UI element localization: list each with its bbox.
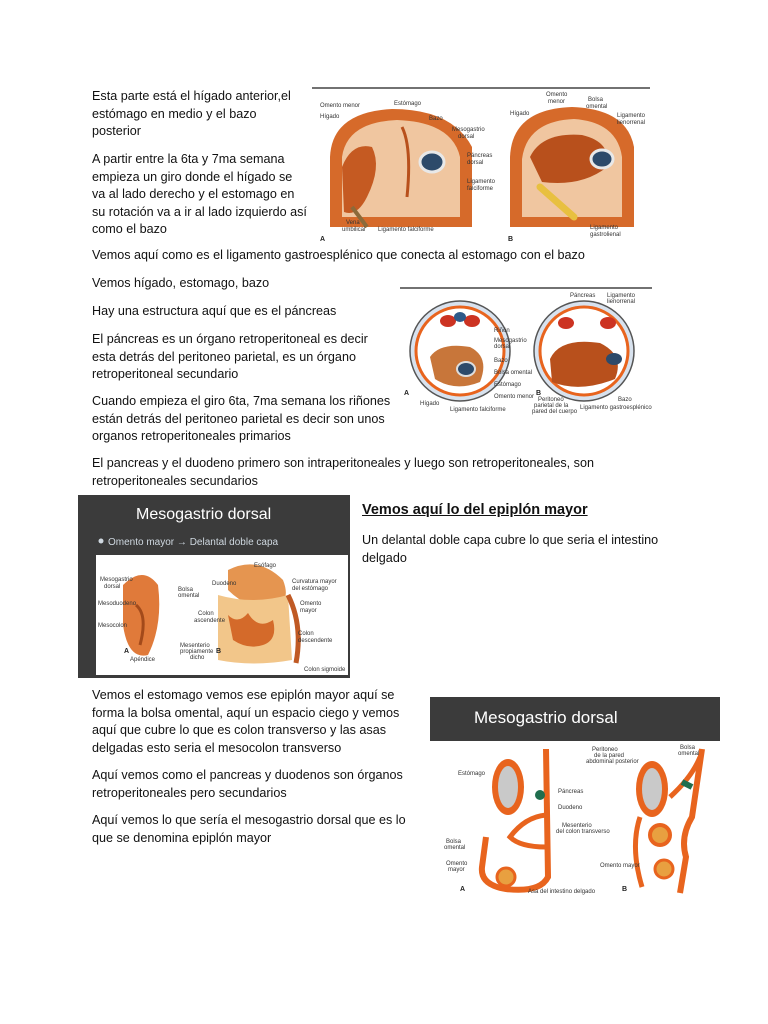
slide2-title: Mesogastrio dorsal bbox=[474, 708, 618, 727]
paragraph-secondary: Aquí vemos como el pancreas y duodenos son órganos retroperitoneales pero secundarios bbox=[92, 768, 403, 800]
s2-duodeno: Duodeno bbox=[558, 805, 583, 811]
s2-peritoneo: Peritoneo bbox=[592, 747, 618, 753]
figure-cross-section bbox=[400, 287, 652, 415]
label-umbilical: umbilical bbox=[342, 227, 366, 233]
s1-a: A bbox=[124, 648, 130, 655]
s1-b: B bbox=[216, 648, 222, 655]
s1-propiamente: propiamente bbox=[180, 649, 214, 655]
s1-omental: omental bbox=[178, 593, 200, 599]
label-omento-menor: Omento menor bbox=[320, 103, 361, 109]
s2-omental2: omental bbox=[444, 845, 466, 851]
s1-omento: Omento bbox=[300, 601, 322, 607]
label-bazo-b: Bazo bbox=[618, 397, 632, 403]
s2-omento-mayor: Omento mayor bbox=[600, 863, 640, 869]
label-lig-falciforme: Ligamento falciforme bbox=[378, 227, 434, 233]
label-ligamento-b: Ligamento bbox=[617, 113, 646, 119]
label-estomago: Estómago bbox=[494, 382, 522, 388]
label-b: B bbox=[536, 390, 542, 397]
label-b: B bbox=[508, 236, 514, 243]
s1-ascendente: ascendente bbox=[194, 618, 226, 624]
label-ligamento: Ligamento bbox=[607, 293, 636, 299]
label-dorsal2: dorsal bbox=[467, 160, 484, 166]
label-falciforme: falciforme bbox=[467, 186, 494, 192]
label-mesogastrio: Mesogastrio bbox=[452, 127, 485, 133]
slide-mesogastrio-1 bbox=[78, 495, 350, 678]
s1-dicho: dicho bbox=[190, 655, 205, 661]
s1-colon: Colon bbox=[198, 611, 214, 617]
label-bolsa: Bolsa bbox=[588, 97, 604, 103]
s1-del-estomago: del estómago bbox=[292, 586, 329, 592]
s2-a: A bbox=[460, 886, 466, 893]
paragraph-retroperitoneal: El páncreas es un órgano retroperitoneal es decir esta detrás del peritoneo parietal, es un órgano retroperitoneal secundario bbox=[92, 332, 368, 382]
s2-pancreas: Páncreas bbox=[558, 789, 584, 795]
label-higado-b: Hígado bbox=[510, 111, 530, 117]
section-heading: Vemos aquí lo del epiplón mayor bbox=[362, 502, 588, 518]
slide-mesogastrio-1-diagram bbox=[78, 495, 350, 678]
paragraph-ligament: Vemos aquí como es el ligamento gastroesplénico que conecta al estomago con el bazo bbox=[92, 248, 585, 262]
label-vena: Vena bbox=[346, 220, 360, 226]
slide-mesogastrio-2-diagram bbox=[430, 697, 720, 904]
s1-mayor: mayor bbox=[300, 608, 317, 614]
s2-del-colon: del colon transverso bbox=[556, 829, 610, 835]
s1-bolsa: Bolsa bbox=[178, 587, 194, 593]
s1-mesogastrio: Mesogastrio bbox=[100, 577, 133, 583]
paragraph-pancreas: Hay una estructura aquí que es el páncreas bbox=[92, 304, 337, 318]
label-bazo: Bazo bbox=[494, 358, 508, 364]
s2-mayor: mayor bbox=[448, 867, 465, 873]
label-rinon: Riñón bbox=[494, 328, 510, 334]
paragraph-apron: Un delantal doble capa cubre lo que seria el intestino delgado bbox=[362, 533, 659, 565]
s2-de-la-pared: de la pared bbox=[594, 753, 625, 759]
label-a: A bbox=[320, 236, 326, 243]
figure-cross-section-diagram bbox=[400, 287, 652, 415]
s2-omental: omental bbox=[678, 751, 700, 757]
label-peritoneo: Peritoneo bbox=[538, 397, 564, 403]
s2-bolsa: Bolsa bbox=[680, 745, 696, 751]
label-pancreas: Páncreas bbox=[570, 293, 596, 299]
label-estomago: Estómago bbox=[394, 101, 422, 107]
s1-mesenterio: Mesenterio bbox=[180, 643, 210, 649]
slide1-title: Mesogastrio dorsal bbox=[136, 506, 272, 523]
label-parietal: parietal de la bbox=[534, 403, 569, 409]
label-mesogastrio: Mesogastrio bbox=[494, 338, 527, 344]
label-ligamento: Ligamento bbox=[467, 179, 496, 185]
s2-b: B bbox=[622, 886, 628, 893]
s1-apendice: Apéndice bbox=[130, 657, 156, 663]
label-lig-falciforme: Ligamento falciforme bbox=[450, 407, 506, 413]
paragraph-intro: Esta parte está el hígado anterior,el estómago en medio y el bazo posterior bbox=[92, 89, 291, 139]
s1-esofago: Esófago bbox=[254, 563, 277, 569]
label-gastrolienal: gastrolienal bbox=[590, 232, 621, 238]
s1-mesoduodeno: Mesoduodeno bbox=[98, 601, 137, 607]
paragraph-kidneys: Cuando empieza el giro 6ta, 7ma semana los riñones están detrás del peritoneo parietal es decir son unos organos retroperitoneales primarios bbox=[92, 394, 391, 444]
s2-asa: Asa del intestino delgado bbox=[528, 889, 596, 895]
label-omento-b: Omento bbox=[546, 92, 568, 98]
label-a: A bbox=[404, 390, 410, 397]
slide1-bullet: Omento mayor → Delantal doble capa bbox=[108, 537, 279, 548]
label-higado: Hígado bbox=[420, 401, 440, 407]
s2-omento: Omento bbox=[446, 861, 468, 867]
s2-abdominal: abdominal posterior bbox=[586, 759, 639, 765]
paragraph-organs: Vemos hígado, estomago, bazo bbox=[92, 276, 270, 290]
figure-rotation-diagram bbox=[312, 87, 650, 245]
s1-colon2: Colon bbox=[298, 631, 314, 637]
s1-dorsal: dorsal bbox=[104, 584, 121, 590]
label-ligamento-c: Ligamento bbox=[590, 225, 619, 231]
slide-mesogastrio-2 bbox=[430, 697, 720, 904]
figure-rotation bbox=[312, 87, 650, 245]
label-bazo: Bazo bbox=[429, 116, 443, 122]
s1-colon-sigmoide: Colon sigmoide bbox=[304, 667, 346, 673]
paragraph-rotation: A partir entre la 6ta y 7ma semana empieza un giro donde el hígado se va al lado derecho y el estomago en su rotación va a ir al lado izquierdo así como el bazo bbox=[92, 152, 307, 237]
s1-curvatura: Curvatura mayor bbox=[292, 579, 337, 585]
label-menor-b: menor bbox=[548, 99, 566, 105]
s2-estomago: Estómago bbox=[458, 771, 486, 777]
label-omental: omental bbox=[586, 104, 608, 110]
label-higado: Hígado bbox=[320, 114, 340, 120]
paragraph-omental-bursa: Vemos el estomago vemos ese epiplón mayor aquí se forma la bolsa omental, aquí un espacio ciego y vemos aquí que cubre lo que es colon transverso y las asas delgadas esto seria el mesocolon transverso bbox=[92, 688, 400, 755]
paragraph-duodenum: El pancreas y el duodeno primero son intraperitoneales y luego son retroperitoneales, son retroperitoneales secundarios bbox=[92, 456, 594, 488]
paragraph-mesogastrium: Aquí vemos lo que sería el mesogastrio dorsal que es lo que se denomina epiplón mayor bbox=[92, 813, 406, 845]
label-dorsal: dorsal bbox=[494, 344, 511, 350]
s1-descendente: descendente bbox=[298, 638, 333, 644]
label-dorsal: dorsal bbox=[458, 134, 475, 140]
label-lienorrenal: lienorrenal bbox=[607, 299, 636, 305]
label-lienorrenal: lienorrenal bbox=[617, 120, 646, 126]
s1-duodeno: Duodeno bbox=[212, 581, 237, 587]
s1-mesocolon: Mesocolon bbox=[98, 623, 128, 629]
s2-bolsa2: Bolsa bbox=[446, 839, 462, 845]
label-omento-menor: Omento menor bbox=[494, 394, 535, 400]
label-lig-gastro: Ligamento gastroesplénico bbox=[580, 405, 652, 411]
label-pared: pared del cuerpo bbox=[532, 409, 578, 415]
label-bolsa-omental: Bolsa omental bbox=[494, 370, 533, 376]
s2-mesenterio: Mesenterio bbox=[562, 823, 592, 829]
label-pancreas: Páncreas bbox=[467, 153, 493, 159]
